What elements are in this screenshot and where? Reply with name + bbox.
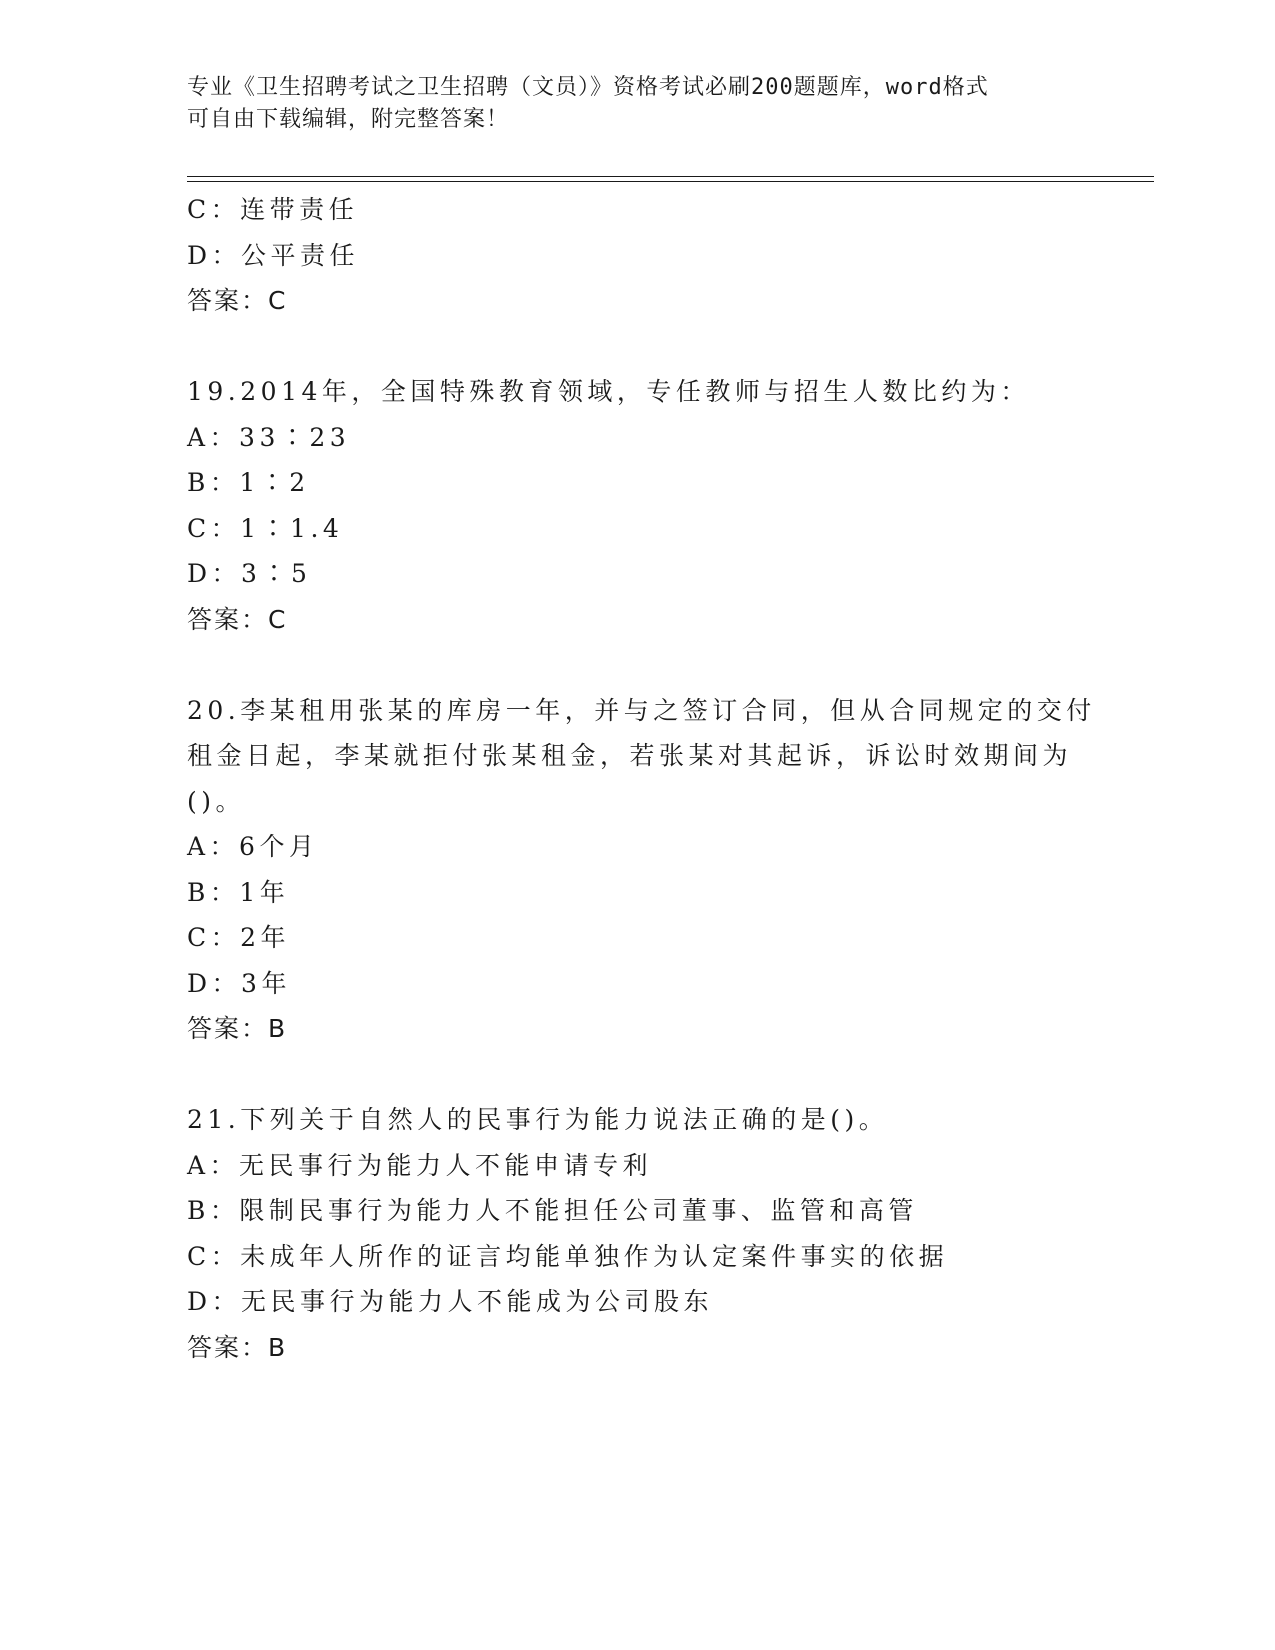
answer-line: 答案：C (187, 286, 288, 315)
question-21 (187, 1097, 1087, 1370)
spacer (187, 642, 1087, 688)
option-d: D：无民事行为能力人不能成为公司股东 (187, 1287, 714, 1316)
question-text: 19.2014年，全国特殊教育领域，专任教师与招生人数比约为： (187, 377, 1030, 406)
spacer (187, 1052, 1087, 1098)
option-a: A：33∶23 (187, 422, 351, 452)
document-header (187, 72, 1087, 136)
header-title-line: 专业《卫生招聘考试之卫生招聘（文员）》资格考试必刷200题题库，word格式 (187, 75, 989, 100)
option-b: B：限制民事行为能力人不能担任公司董事、监管和高管 (187, 1196, 918, 1225)
option-b: B：1∶2 (187, 468, 310, 497)
option-a: A：无民事行为能力人不能申请专利 (187, 1150, 653, 1180)
header-divider-top (187, 176, 1154, 177)
question-content (187, 187, 1096, 1370)
answer-line: 答案：B (187, 1014, 288, 1043)
question-text: ()。 (187, 786, 246, 816)
option-c: C：连带责任 (187, 195, 359, 224)
question-text: 20.李某租用张某的库房一年，并与之签订合同，但从合同规定的交付 (187, 695, 1096, 725)
option-d: D：公平责任 (187, 240, 360, 270)
question-19 (187, 369, 1087, 642)
spacer (187, 324, 1087, 370)
option-c: C：未成年人所作的证言均能单独作为认定案件事实的依据 (187, 1241, 949, 1271)
answer-line: 答案：B (187, 1332, 288, 1362)
answer-line: 答案：C (187, 604, 288, 634)
question-text: 租金日起，李某就拒付张某租金，若张某对其起诉，诉讼时效期间为 (187, 741, 1073, 770)
option-c: C：1∶1.4 (187, 513, 344, 543)
option-b: B：1年 (187, 877, 290, 907)
option-d: D：3∶5 (187, 559, 312, 588)
option-a: A：6个月 (187, 832, 319, 861)
option-c: C：2年 (187, 923, 291, 952)
option-d: D：3年 (187, 968, 291, 998)
question-20 (187, 688, 1096, 1052)
header-divider-bottom (187, 181, 1154, 182)
question-text: 21.下列关于自然人的民事行为能力说法正确的是()。 (187, 1105, 889, 1134)
header-subtitle-line: 可自由下载编辑，附完整答案！ (187, 107, 510, 132)
